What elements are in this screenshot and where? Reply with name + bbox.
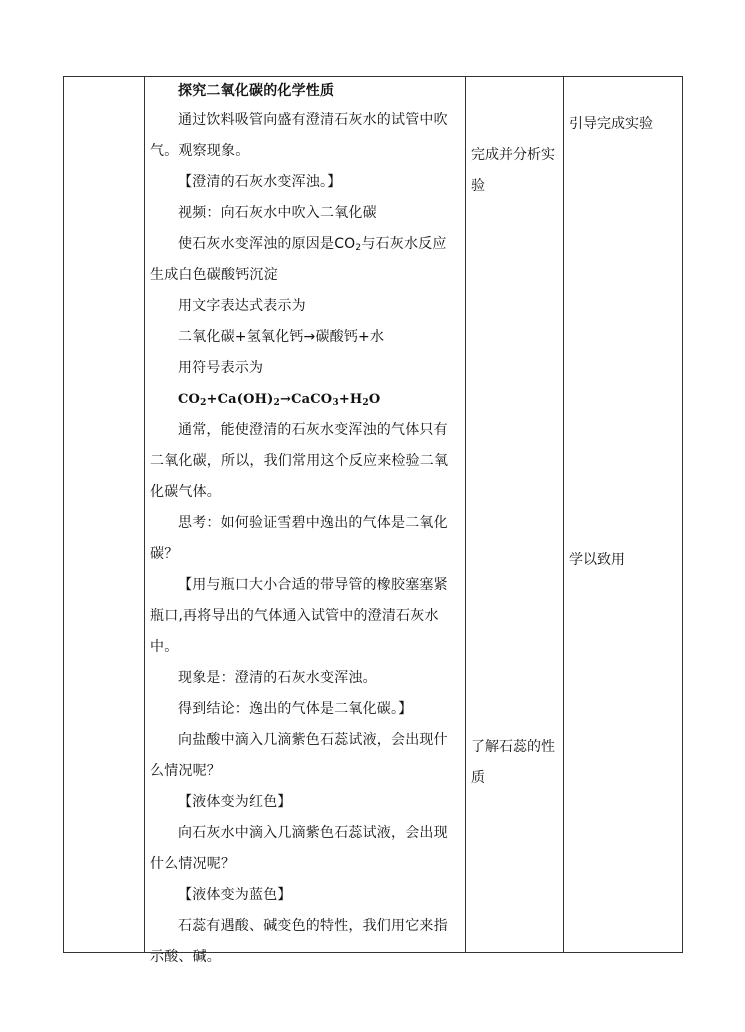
paragraph: 视频：向石灰水中吹入二氧化碳 <box>178 205 377 221</box>
teacher-intent-cell <box>564 77 683 953</box>
paragraph: 现象是：澄清的石灰水变浑浊。 <box>178 670 377 686</box>
content-cell <box>145 77 466 965</box>
paragraph: 【澄清的石灰水变浑浊。】 <box>178 174 342 190</box>
section-heading: 探究二氧化碳的化学性质 <box>178 83 335 99</box>
paragraph: 使石灰水变浑浊的原因是$CO_2$与石灰水反应生成白色碳酸钙沉淀 <box>150 236 447 283</box>
paragraph: 向盐酸中滴入几滴紫色石蕊试液，会出现什么情况呢？ <box>150 732 448 779</box>
word-equation: 二氧化碳+氢氧化钙→碳酸钙+水 <box>178 329 385 345</box>
paragraph: 用符号表示为 <box>178 360 264 376</box>
chemical-equation: $CO_2+Ca(OH)_2\to CaCO_3+H_2O$ <box>178 392 381 408</box>
student-activity-1: 完成并分析实验 <box>471 147 555 194</box>
paragraph: 向石灰水中滴入几滴紫色石蕊试液，会出现什么情况呢？ <box>150 825 448 872</box>
paragraph: 通过饮料吸管向盛有澄清石灰水的试管中吹气。观察现象。 <box>150 112 448 159</box>
paragraph: 思考：如何验证雪碧中逸出的气体是二氧化碳？ <box>150 515 448 562</box>
stage-cell <box>64 77 145 953</box>
teacher-intent-1: 引导完成实验 <box>569 116 653 132</box>
paragraph: 【液体变为蓝色】 <box>178 887 292 903</box>
student-activity-2: 了解石蕊的性质 <box>471 739 555 786</box>
paragraph: 【用与瓶口大小合适的带导管的橡胶塞塞紧瓶口,再将导出的气体通入试管中的澄清石灰水中。 <box>150 577 448 655</box>
paragraph: 石蕊有遇酸、碱变色的特性，我们用它来指示酸、碱。 <box>150 918 448 965</box>
paragraph: 得到结论：逸出的气体是二氧化碳。】 <box>178 701 413 717</box>
lesson-plan-table <box>63 76 683 965</box>
student-activity-cell <box>466 77 564 953</box>
paragraph: 用文字表达式表示为 <box>178 298 306 314</box>
teacher-intent-2: 学以致用 <box>569 552 625 568</box>
paragraph: 通常，能使澄清的石灰水变浑浊的气体只有二氧化碳，所以，我们常用这个反应来检验二氧化碳气体。 <box>150 422 449 500</box>
paragraph: 【液体变为红色】 <box>178 794 292 810</box>
